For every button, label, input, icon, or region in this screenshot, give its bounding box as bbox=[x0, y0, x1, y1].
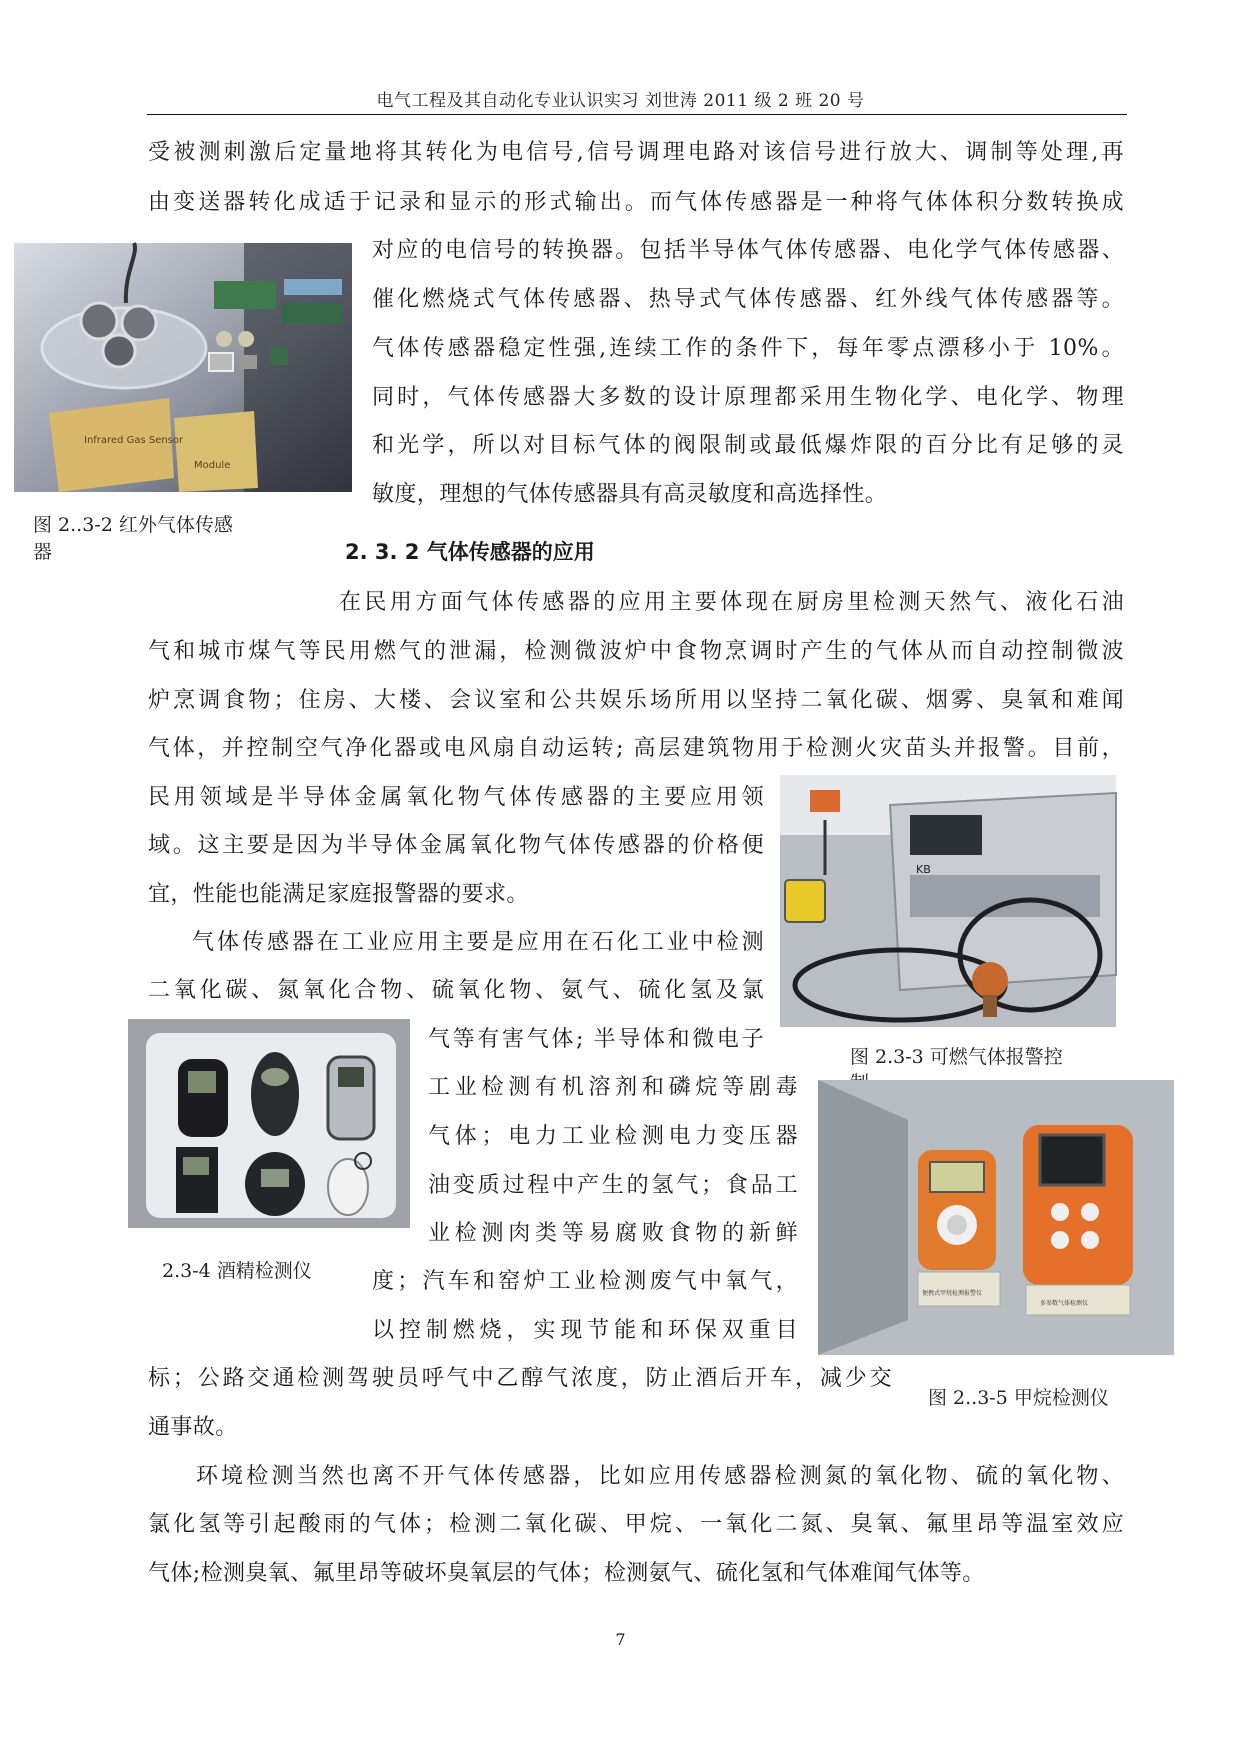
body-line: 气体传感器稳定性强,连续工作的条件下，每年零点漂移小于 10%。 bbox=[372, 336, 1124, 361]
body-line: 气和城市煤气等民用燃气的泄漏，检测微波炉中食物烹调时产生的气体从而自动控制微波 bbox=[148, 639, 1124, 664]
body-line: 环境检测当然也离不开气体传感器，比如应用传感器检测氮的氧化物、硫的氧化物、 bbox=[196, 1464, 1124, 1489]
gas-alarm-controller-photo bbox=[780, 775, 1116, 1027]
body-line: 敏度，理想的气体传感器具有高灵敏度和高选择性。 bbox=[372, 482, 888, 507]
body-line: 受被测刺激后定量地将其转化为电信号,信号调理电路对该信号进行放大、调制等处理,再 bbox=[148, 140, 1124, 165]
alcohol-tester-photo bbox=[128, 1019, 410, 1228]
body-line: 度；汽车和窑炉工业检测废气中氧气， bbox=[372, 1269, 798, 1294]
figure-caption-cont: 器 bbox=[33, 541, 53, 563]
body-line: 以控制燃烧，实现节能和环保双重目 bbox=[372, 1318, 798, 1343]
methane-detector-photo bbox=[818, 1080, 1174, 1355]
body-line: 氯化氢等引起酸雨的气体；检测二氧化碳、甲烷、一氧化二氮、臭氧、氟里昂等温室效应 bbox=[148, 1512, 1124, 1537]
figure-caption: 图 2..3-2 红外气体传感 bbox=[33, 514, 233, 536]
body-line: 业检测肉类等易腐败食物的新鲜 bbox=[428, 1221, 798, 1246]
box-right-label: 多参数气体检测仪 bbox=[1040, 1300, 1089, 1307]
header-rule bbox=[147, 114, 1127, 115]
figure-caption: 图 2..3-5 甲烷检测仪 bbox=[928, 1387, 1109, 1409]
body-line: 二氧化碳、氮氧化合物、硫氧化物、氨气、硫化氢及氯 bbox=[148, 978, 764, 1003]
infrared-sensor-photo bbox=[14, 243, 352, 492]
figure-caption: 2.3-4 酒精检测仪 bbox=[162, 1260, 312, 1282]
page-header: 电气工程及其自动化专业认识实习 刘世涛 2011 级 2 班 20 号 bbox=[376, 91, 865, 111]
body-line: 气体传感器在工业应用主要是应用在石化工业中检测 bbox=[192, 930, 764, 955]
figure-caption: 图 2.3-3 可燃气体报警控 bbox=[850, 1046, 1063, 1068]
box-left-label: 便携式甲烷检测报警仪 bbox=[922, 1290, 983, 1297]
body-line: 气体，并控制空气净化器或电风扇自动运转; 高层建筑物用于检测火灾苗头并报警。目前， bbox=[148, 736, 1124, 761]
body-line: 通事故。 bbox=[148, 1415, 238, 1440]
plate-right-label: Module bbox=[194, 460, 231, 471]
body-line: 油变质过程中产生的氢气；食品工 bbox=[428, 1173, 798, 1198]
body-line: 工业检测有机溶剂和磷烷等剧毒 bbox=[428, 1075, 798, 1100]
body-line: 域。这主要是因为半导体金属氧化物气体传感器的价格便 bbox=[148, 833, 764, 858]
body-line: 对应的电信号的转换器。包括半导体气体传感器、电化学气体传感器、 bbox=[372, 238, 1124, 263]
body-line: 和光学，所以对目标气体的阀限制或最低爆炸限的百分比有足够的灵 bbox=[372, 433, 1124, 458]
controller-panel-label: KB bbox=[916, 863, 931, 876]
body-line: 同时，气体传感器大多数的设计原理都采用生物化学、电化学、物理 bbox=[372, 385, 1124, 410]
section-heading: 2. 3. 2 气体传感器的应用 bbox=[345, 540, 595, 564]
body-line: 宜，性能也能满足家庭报警器的要求。 bbox=[148, 882, 529, 907]
body-line: 由变送器转化成适于记录和显示的形式输出。而气体传感器是一种将气体体积分数转换成 bbox=[148, 190, 1124, 215]
body-line: 炉烹调食物；住房、大楼、会议室和公共娱乐场所用以坚持二氧化碳、烟雾、臭氧和难闻 bbox=[148, 688, 1124, 713]
body-line: 催化燃烧式气体传感器、热导式气体传感器、红外线气体传感器等。 bbox=[372, 287, 1124, 312]
body-line: 气体；电力工业检测电力变压器 bbox=[428, 1124, 798, 1149]
plate-left-label: Infrared Gas Sensor bbox=[84, 435, 184, 446]
body-line: 在民用方面气体传感器的应用主要体现在厨房里检测天然气、液化石油 bbox=[339, 590, 1124, 615]
body-line: 民用领域是半导体金属氧化物气体传感器的主要应用领 bbox=[148, 785, 764, 810]
page-number: 7 bbox=[615, 1630, 626, 1649]
body-line: 标；公路交通检测驾驶员呼气中乙醇气浓度，防止酒后开车，减少交 bbox=[148, 1366, 892, 1391]
body-line: 气体;检测臭氧、氟里昂等破坏臭氧层的气体；检测氨气、硫化氢和气体难闻气体等。 bbox=[148, 1561, 985, 1586]
body-line: 气等有害气体; 半导体和微电子 bbox=[428, 1027, 764, 1052]
